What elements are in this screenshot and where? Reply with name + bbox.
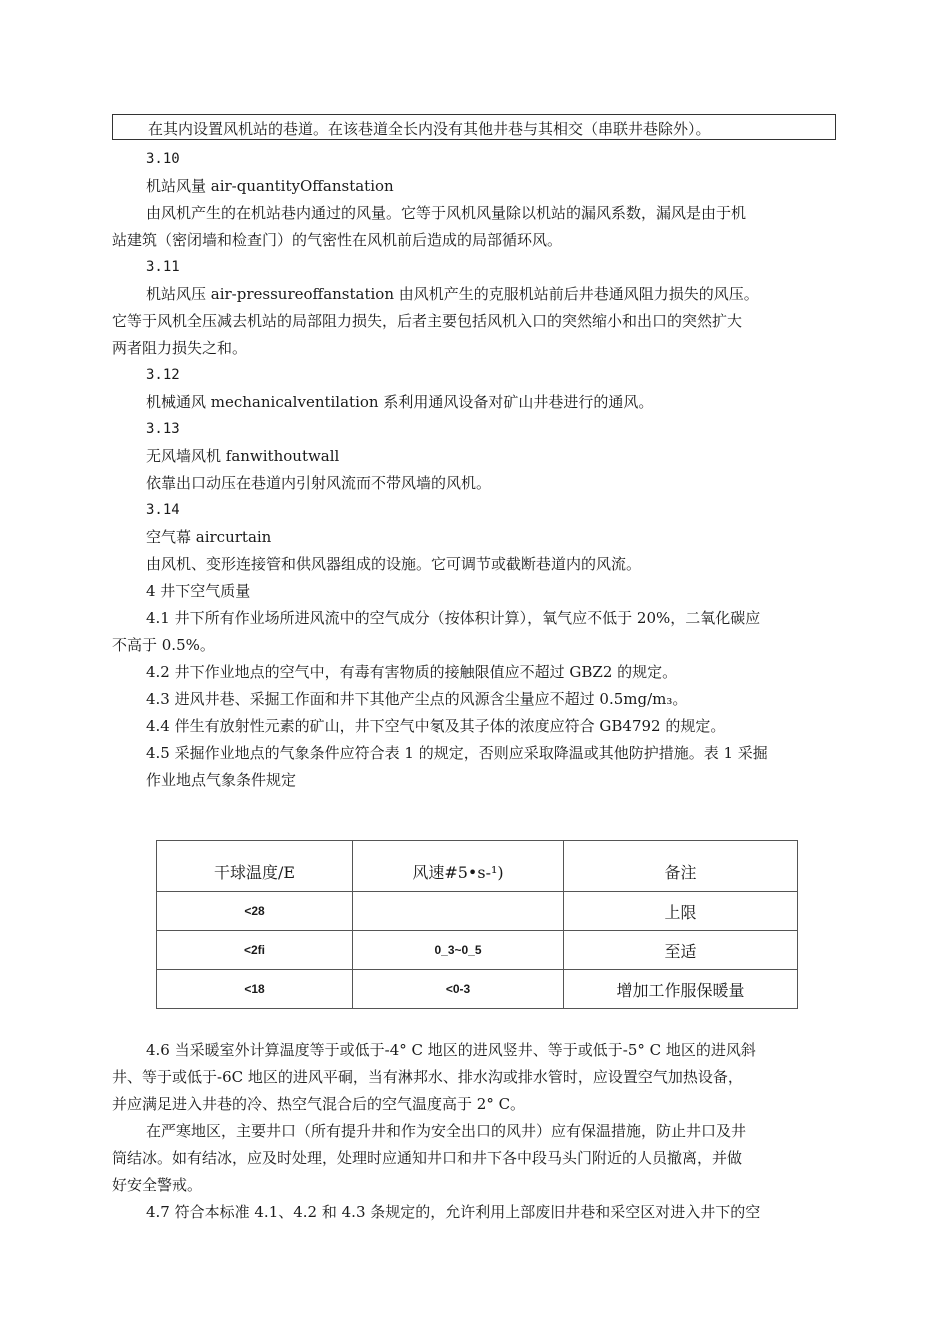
paragraph-line: 井、等于或低于-6C 地区的进风平硐，当有淋邦水、排水沟或排水管时，应设置空气加热设备， — [112, 1068, 743, 1086]
paragraph-line: 4.6 当采暖室外计算温度等于或低于-4° C 地区的进风竖井、等于或低于-5° C 地区的进风斜 — [146, 1041, 756, 1059]
table-header-cell: 干球温度/E — [157, 841, 353, 892]
paragraph-line: 4.3 进风井巷、采掘工作面和井下其他产尘点的风源含尘量应不超过 0.5mg/m₃。 — [146, 690, 688, 708]
table-cell: 0_3~0_5 — [353, 931, 564, 970]
paragraph-line: 由风机、变形连接管和供风器组成的设施。它可调节或截断巷道内的风流。 — [146, 555, 642, 573]
paragraph-line: 在严寒地区，主要井口（所有提升井和作为安全出口的风井）应有保温措施，防止井口及井 — [146, 1122, 747, 1140]
table-cell: <2fi — [157, 931, 353, 970]
table-row — [157, 970, 798, 1009]
table-caption: 作业地点气象条件规定 — [146, 771, 297, 789]
paragraph-line: 4.1 井下所有作业场所进风流中的空气成分（按体积计算），氧气应不低于 20%，二氧化碳应 — [146, 609, 761, 627]
table-cell: 增加工作服保暖量 — [564, 970, 798, 1009]
paragraph-line: 4.2 井下作业地点的空气中，有毒有害物质的接触限值应不超过 GBZ2 的规定。 — [146, 663, 678, 681]
table-cell: <0-3 — [353, 970, 564, 1009]
term-heading: 机站风量 air-quantityOffanstation — [146, 177, 394, 195]
paragraph-line: 两者阻力损失之和。 — [112, 339, 248, 357]
paragraph-line: 机站风压 air-pressureoffanstation 由风机产生的克服机站前后井巷通风阻力损失的风压。 — [146, 285, 759, 303]
paragraph-line: 由风机产生的在机站巷内通过的风量。它等于风机风量除以机站的漏风系数，漏风是由于机 — [146, 204, 747, 222]
boxed-definition-text: 在其内设置风机站的巷道。在该巷道全长内没有其他井巷与其相交（串联井巷除外）。 — [148, 120, 711, 138]
paragraph-line: 站建筑（密闭墙和检查门）的气密性在风机前后造成的局部循环风。 — [112, 231, 563, 249]
section-number: 3.13 — [146, 421, 180, 437]
paragraph-line: 4.7 符合本标准 4.1、4.2 和 4.3 条规定的，允许利用上部废旧井巷和采空区对进入井下的空 — [146, 1203, 761, 1221]
table-header-cell: 备注 — [564, 841, 798, 892]
paragraph-line: 4.5 采掘作业地点的气象条件应符合表 1 的规定，否则应采取降温或其他防护措施。表 1 采掘 — [146, 744, 768, 762]
paragraph-line: 4.4 伴生有放射性元素的矿山，井下空气中氡及其子体的浓度应符合 GB4792 的规定。 — [146, 717, 726, 735]
paragraph-line: 好安全警戒。 — [112, 1176, 203, 1194]
table-cell: 上限 — [564, 892, 798, 931]
table-row — [157, 892, 798, 931]
section-number: 3.11 — [146, 259, 180, 275]
section-number: 3.14 — [146, 502, 180, 518]
paragraph-line: 它等于风机全压减去机站的局部阻力损失，后者主要包括风机入口的突然缩小和出口的突然扩大 — [112, 312, 743, 330]
climate-conditions-table — [156, 840, 798, 1009]
section-heading: 4 井下空气质量 — [146, 582, 251, 600]
table-cell — [353, 892, 564, 931]
term-heading: 无风墙风机 fanwithoutwall — [146, 447, 340, 465]
term-heading: 空气幕 aircurtain — [146, 528, 272, 546]
table-row — [157, 931, 798, 970]
table-cell: 至适 — [564, 931, 798, 970]
section-number: 3.12 — [146, 367, 180, 383]
paragraph-line: 机械通风 mechanicalventilation 系利用通风设备对矿山井巷进行的通风。 — [146, 393, 654, 411]
paragraph-line: 筒结冰。如有结冰，应及时处理，处理时应通知井口和井下各中段马头门附近的人员撤离，并做 — [112, 1149, 743, 1167]
paragraph-line: 不高于 0.5%。 — [112, 636, 215, 654]
table-cell: <18 — [157, 970, 353, 1009]
table-header-cell: 风速#5•s-¹) — [353, 841, 564, 892]
paragraph-line: 依靠出口动压在巷道内引射风流而不带风墙的风机。 — [146, 474, 492, 492]
table-header-row — [157, 841, 798, 892]
section-number: 3.10 — [146, 151, 180, 167]
paragraph-line: 并应满足进入井巷的冷、热空气混合后的空气温度高于 2° C。 — [112, 1095, 526, 1113]
boxed-definition — [112, 114, 836, 140]
table-cell: <28 — [157, 892, 353, 931]
